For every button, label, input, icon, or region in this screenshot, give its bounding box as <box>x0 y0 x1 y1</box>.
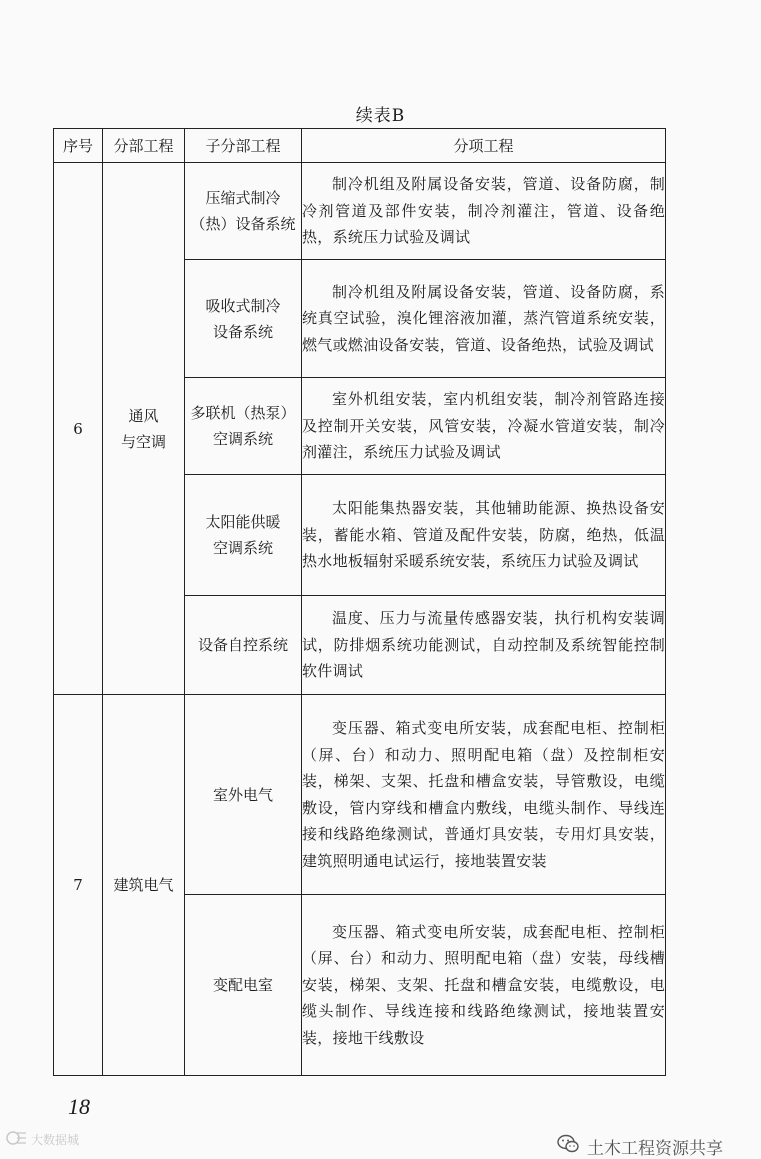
items-cell: 温度、压力与流量传感器安装，执行机构安装调试，防排烟系统功能测试，自动控制及系统智能控制软件调试 <box>302 596 666 695</box>
division-cell: 通风 与空调 <box>103 163 185 695</box>
table-row <box>54 695 666 895</box>
subdivision-cell: 多联机（热泵） 空调系统 <box>185 378 302 475</box>
table-header-row <box>54 129 666 163</box>
items-cell: 变压器、箱式变电所安装，成套配电柜、控制柜（屏、台）和动力、照明配电箱（盘）安装，母线槽安装，梯架、支架、托盘和槽盒安装，电缆敷设，电缆头制作、导线连接和线路绝缘测试，接地装置安装，接地干线敷设 <box>302 895 666 1076</box>
watermark-left <box>6 1130 79 1149</box>
items-cell: 变压器、箱式变电所安装，成套配电柜、控制柜（屏、台）和动力、照明配电箱（盘）及控制柜安装，梯架、支架、托盘和槽盒安装，导管敷设，电缆敷设，管内穿线和槽盒内敷线，电缆头制作、导线连接和线路绝缘测试，普通灯具安装，专用灯具安装，建筑照明通电试运行，接地装置安装 <box>302 695 666 895</box>
items-cell: 制冷机组及附属设备安装，管道、设备防腐，系统真空试验，溴化锂溶液加灌，蒸汽管道系统安装，燃气或燃油设备安装，管道、设备绝热，试验及调试 <box>302 260 666 378</box>
page-title: 续表B <box>355 106 406 126</box>
watermark-right <box>557 1134 723 1159</box>
row-number-cell: 6 <box>54 163 103 695</box>
header-subdivision: 子分部工程 <box>185 129 302 163</box>
subdivision-cell: 室外电气 <box>185 695 302 895</box>
division-table <box>53 128 666 1076</box>
items-cell: 制冷机组及附属设备安装，管道、设备防腐，制冷剂管道及部件安装，制冷剂灌注，管道、设备绝热，系统压力试验及调试 <box>302 163 666 260</box>
subdivision-cell: 变配电室 <box>185 895 302 1076</box>
subdivision-cell: 太阳能供暖 空调系统 <box>185 475 302 596</box>
subdivision-cell: 压缩式制冷 （热）设备系统 <box>185 163 302 260</box>
division-cell: 建筑电气 <box>103 695 185 1076</box>
subdivision-cell: 设备自控系统 <box>185 596 302 695</box>
wechat-icon <box>557 1134 579 1159</box>
watermark-right-text: 土木工程资源共享 <box>587 1139 723 1159</box>
row-number-cell: 7 <box>54 695 103 1076</box>
watermark-left-text: 大数据城 <box>31 1133 80 1147</box>
page-number: 18 <box>68 1094 90 1119</box>
header-items: 分项工程 <box>302 129 666 163</box>
header-number: 序号 <box>54 129 103 163</box>
items-cell: 太阳能集热器安装，其他辅助能源、换热设备安装，蓄能水箱、管道及配件安装，防腐，绝热，低温热水地板辐射采暖系统安装，系统压力试验及调试 <box>302 475 666 596</box>
items-cell: 室外机组安装，室内机组安装，制冷剂管路连接及控制开关安装，风管安装，冷凝水管道安装，制冷剂灌注，系统压力试验及调试 <box>302 378 666 475</box>
table-row <box>54 163 666 260</box>
subdivision-cell: 吸收式制冷 设备系统 <box>185 260 302 378</box>
header-division: 分部工程 <box>103 129 185 163</box>
logo-mark-icon <box>6 1130 28 1149</box>
